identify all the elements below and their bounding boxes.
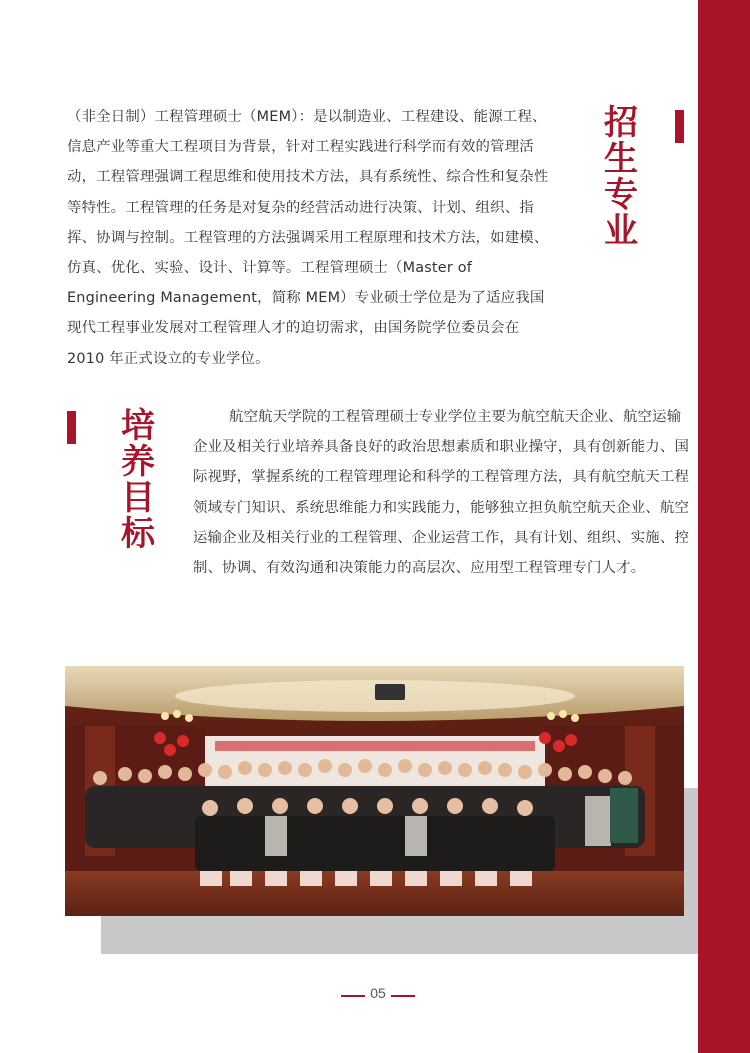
section-heading-goal: 培养目标: [121, 406, 155, 554]
goal-description-text: 航空航天学院的工程管理硕士专业学位主要为航空航天企业、航空运输企业及相关行业培养具备良好的政治思想素质和职业操守，具有创新能力、国际视野，掌握系统的工程管理理论和科学的工程管理方法，具有航空航天工程领域专门知识、系统思维能力和实践能力，能够独立担负航空航天企业、航空运输企业及相关行业的工程管理、企业运营工作，具有计划、组织、实施、控制、协调、有效沟通和决策能力的高层次、应用型工程管理专门人才。: [193, 409, 690, 577]
right-accent-band: [698, 0, 750, 1053]
major-description-text: （非全日制）工程管理硕士（MEM）：是以制造业、工程建设、能源工程、信息产业等重大工程项目为背景，针对工程实践进行科学而有效的管理活动，工程管理强调工程思维和使用技术方法，具有系统性、综合性和复杂性等特性。工程管理的任务是对复杂的经营活动进行决策、计划、组织、指挥、协调与控制。工程管理的方法强调采用工程原理和技术方法，如建模、仿真、优化、实验、设计、计算等。工程管理硕士（Master of Engineering Management，简称 MEM）专业硕士学位是为了适应我国现代工程事业发展对工程管理人才的迫切需求，由国务院学位委员会在 2010 年正式设立的专业学位。: [67, 109, 549, 367]
group-photo: [65, 666, 684, 916]
heading-marker-major: [675, 110, 684, 143]
section-heading-major: 招生专业: [604, 103, 638, 251]
page-number-line-right: [391, 995, 415, 997]
page-number-line-left: [341, 995, 365, 997]
page-number: 05: [370, 985, 386, 1001]
heading-marker-goal: [67, 411, 76, 444]
page-number-area: [0, 983, 750, 1007]
